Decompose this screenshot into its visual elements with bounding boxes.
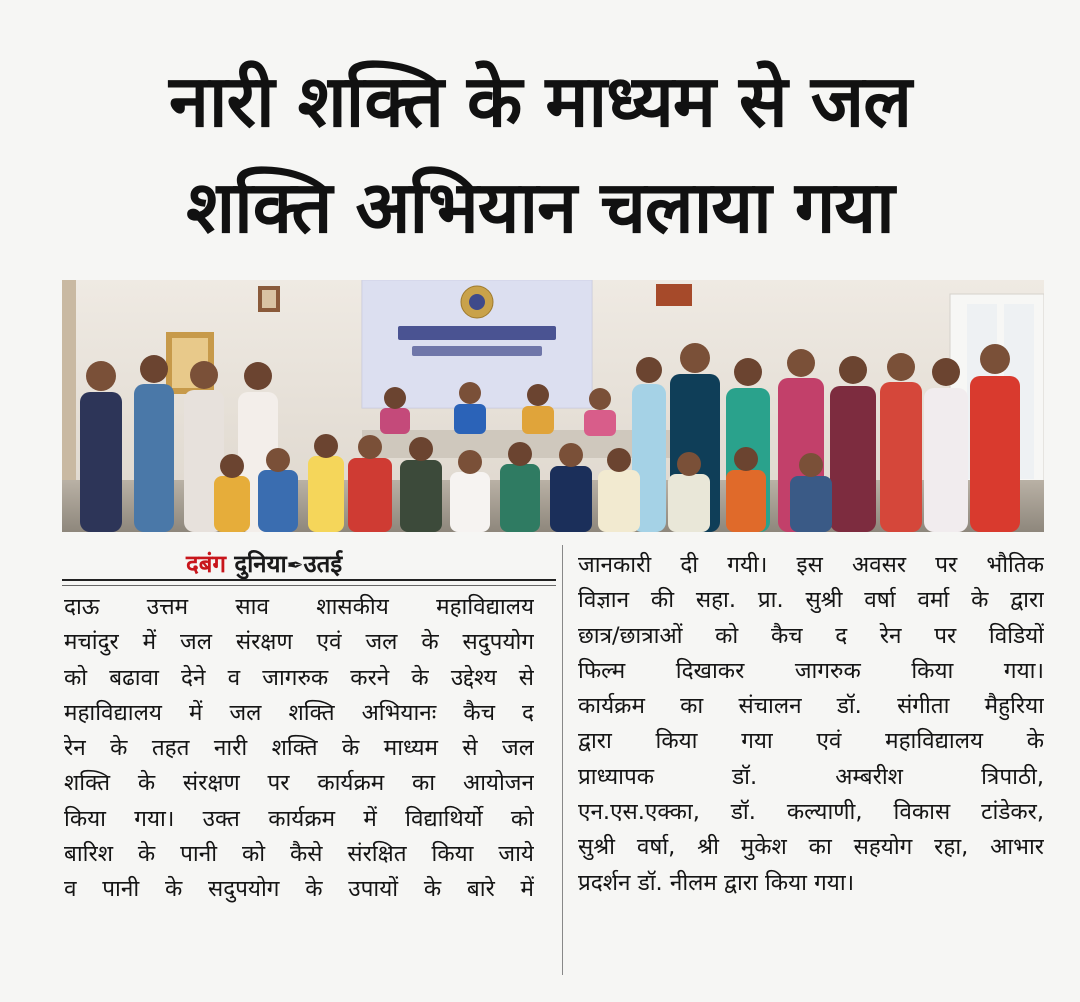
article-line: प्राध्यापक डॉ. अम्बरीश त्रिपाठी,: [578, 763, 1044, 790]
headline: [40, 48, 1040, 260]
group-photo: [62, 280, 1044, 532]
wall-poster: [656, 284, 692, 306]
article-column-right: [578, 548, 1044, 901]
headline-line-2: शक्ति अभियान चलाया गया: [186, 165, 894, 249]
byline-rule-thin: [62, 585, 556, 586]
headline-line-1: नारी शक्ति के माध्यम से जल: [168, 59, 912, 143]
byline-brand-part-2: दुनिया: [234, 550, 287, 578]
byline-rule: [62, 579, 556, 581]
article-line: एन.एस.एक्का, डॉ. कल्याणी, विकास टांडेकर,: [578, 799, 1044, 826]
article-line: को बढावा देने व जागरुक करने के उद्देश्य से: [64, 664, 534, 691]
article-line: प्रदर्शन डॉ. नीलम द्वारा किया गया।: [578, 869, 855, 896]
article-column-left: [64, 590, 534, 908]
article-line: विज्ञान की सहा. प्रा. सुश्री वर्षा वर्मा के द्वारा: [578, 587, 1044, 614]
screen-subtitle-bar: [412, 346, 542, 356]
byline-location: उतई: [303, 550, 343, 578]
article-line: व पानी के सदुपयोग के उपायों के बारे में: [64, 876, 534, 903]
article-line: किया गया। उक्त कार्यक्रम में विद्याथिर्यो को: [64, 805, 534, 832]
pen-nib-icon: ✒: [286, 553, 304, 577]
group-photo-illustration: [62, 280, 1044, 532]
article-line: छात्र/छात्राओं को कैच द रेन पर विडियों: [578, 622, 1044, 649]
portrait: [262, 290, 276, 308]
article-line: मचांदुर में जल संरक्षण एवं जल के सदुपयोग: [64, 629, 534, 656]
article-line: फिल्म दिखाकर जागरुक किया गया।: [578, 657, 1044, 684]
article-line: जानकारी दी गयी। इस अवसर पर भौतिक: [578, 552, 1044, 578]
article-line: सुश्री वर्षा, श्री मुकेश का सहयोग रहा, आभार: [578, 834, 1044, 861]
byline: [186, 547, 342, 580]
column-divider: [562, 545, 563, 975]
article-line: दाऊ उत्तम साव शासकीय महाविद्यालय: [64, 594, 534, 620]
screen-title-bar: [398, 326, 556, 340]
article-line: बारिश के पानी को कैसे संरक्षित किया जाये: [64, 841, 534, 868]
byline-brand-part-1: दबंग: [186, 550, 226, 578]
article-line: द्वारा किया गया एवं महाविद्यालय के: [578, 728, 1044, 755]
article-line: कार्यक्रम का संचालन डॉ. संगीता मैहुरिया: [578, 693, 1044, 720]
article-line: महाविद्यालय में जल शक्ति अभियानः कैच द: [64, 699, 534, 726]
article-line: रेन के तहत नारी शक्ति के माध्यम से जल: [64, 735, 534, 762]
article-line: शक्ति के संरक्षण पर कार्यक्रम का आयोजन: [64, 770, 534, 797]
